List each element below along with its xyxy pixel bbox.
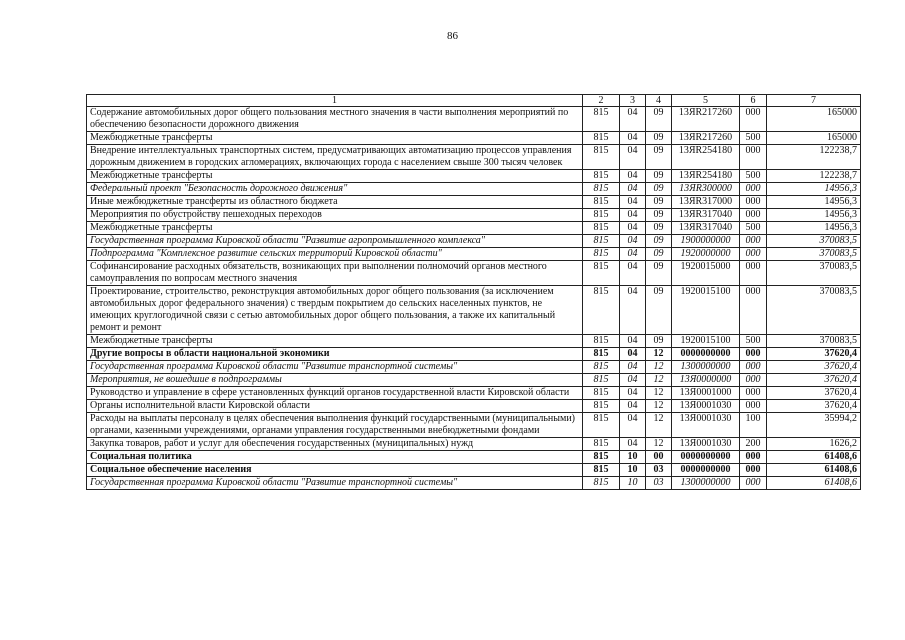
subsection-code: 09 bbox=[646, 261, 672, 286]
ministry-code: 815 bbox=[583, 261, 620, 286]
target-article-code: 0000000000 bbox=[672, 348, 740, 361]
header-cell: 4 bbox=[646, 95, 672, 107]
section-code: 04 bbox=[620, 170, 646, 183]
row-description: Социальное обеспечение населения bbox=[87, 464, 583, 477]
subsection-code: 09 bbox=[646, 196, 672, 209]
ministry-code: 815 bbox=[583, 464, 620, 477]
section-code: 10 bbox=[620, 477, 646, 490]
ministry-code: 815 bbox=[583, 248, 620, 261]
expense-type-code: 000 bbox=[740, 183, 767, 196]
header-cell: 1 bbox=[87, 95, 583, 107]
ministry-code: 815 bbox=[583, 145, 620, 170]
table-row bbox=[87, 438, 861, 451]
subsection-code: 09 bbox=[646, 170, 672, 183]
section-code: 04 bbox=[620, 335, 646, 348]
expense-type-code: 000 bbox=[740, 361, 767, 374]
target-article-code: 0000000000 bbox=[672, 451, 740, 464]
table-row bbox=[87, 209, 861, 222]
subsection-code: 09 bbox=[646, 235, 672, 248]
section-code: 04 bbox=[620, 235, 646, 248]
row-description: Внедрение интеллектуальных транспортных систем, предусматривающих автоматизацию процессов управления дорожным движением в городских агломерациях, включающих города с населением свыше 300 тысяч человек bbox=[87, 145, 583, 170]
expense-type-code: 500 bbox=[740, 170, 767, 183]
table-row bbox=[87, 248, 861, 261]
section-code: 04 bbox=[620, 348, 646, 361]
section-code: 04 bbox=[620, 107, 646, 132]
target-article-code: 13Я0000000 bbox=[672, 374, 740, 387]
table-row bbox=[87, 348, 861, 361]
table-row bbox=[87, 477, 861, 490]
expense-type-code: 500 bbox=[740, 132, 767, 145]
expense-type-code: 000 bbox=[740, 477, 767, 490]
row-description: Иные межбюджетные трансферты из областного бюджета bbox=[87, 196, 583, 209]
expense-type-code: 000 bbox=[740, 387, 767, 400]
amount: 37620,4 bbox=[767, 374, 861, 387]
target-article-code: 1920015100 bbox=[672, 286, 740, 335]
section-code: 04 bbox=[620, 286, 646, 335]
row-description: Федеральный проект "Безопасность дорожного движения" bbox=[87, 183, 583, 196]
ministry-code: 815 bbox=[583, 209, 620, 222]
ministry-code: 815 bbox=[583, 222, 620, 235]
amount: 37620,4 bbox=[767, 361, 861, 374]
amount: 37620,4 bbox=[767, 387, 861, 400]
row-description: Руководство и управление в сфере установленных функций органов государственной власти Кировской области bbox=[87, 387, 583, 400]
table-row bbox=[87, 413, 861, 438]
section-code: 04 bbox=[620, 361, 646, 374]
ministry-code: 815 bbox=[583, 235, 620, 248]
row-description: Другие вопросы в области национальной экономики bbox=[87, 348, 583, 361]
subsection-code: 09 bbox=[646, 145, 672, 170]
subsection-code: 12 bbox=[646, 400, 672, 413]
expense-type-code: 500 bbox=[740, 335, 767, 348]
subsection-code: 09 bbox=[646, 183, 672, 196]
row-description: Межбюджетные трансферты bbox=[87, 222, 583, 235]
expense-type-code: 000 bbox=[740, 248, 767, 261]
header-cell: 7 bbox=[767, 95, 861, 107]
subsection-code: 03 bbox=[646, 477, 672, 490]
expense-type-code: 000 bbox=[740, 374, 767, 387]
row-description: Государственная программа Кировской области "Развитие транспортной системы" bbox=[87, 361, 583, 374]
table-row bbox=[87, 387, 861, 400]
ministry-code: 815 bbox=[583, 400, 620, 413]
ministry-code: 815 bbox=[583, 107, 620, 132]
target-article-code: 13ЯR317000 bbox=[672, 196, 740, 209]
target-article-code: 1920015000 bbox=[672, 261, 740, 286]
row-description: Расходы на выплаты персоналу в целях обеспечения выполнения функций государственными (муниципальными) органами, казенными учреждениями, органами управления государственными внебюджетными фондами bbox=[87, 413, 583, 438]
table-row bbox=[87, 222, 861, 235]
ministry-code: 815 bbox=[583, 348, 620, 361]
subsection-code: 12 bbox=[646, 387, 672, 400]
ministry-code: 815 bbox=[583, 374, 620, 387]
row-description: Софинансирование расходных обязательств, возникающих при выполнении полномочий органов местного самоуправления по вопросам местного значения bbox=[87, 261, 583, 286]
section-code: 10 bbox=[620, 451, 646, 464]
ministry-code: 815 bbox=[583, 387, 620, 400]
row-description: Межбюджетные трансферты bbox=[87, 170, 583, 183]
amount: 370083,5 bbox=[767, 261, 861, 286]
amount: 1626,2 bbox=[767, 438, 861, 451]
amount: 37620,4 bbox=[767, 348, 861, 361]
expense-type-code: 000 bbox=[740, 196, 767, 209]
expense-type-code: 000 bbox=[740, 235, 767, 248]
expense-type-code: 000 bbox=[740, 400, 767, 413]
table-row bbox=[87, 451, 861, 464]
ministry-code: 815 bbox=[583, 361, 620, 374]
table-row bbox=[87, 286, 861, 335]
amount: 14956,3 bbox=[767, 222, 861, 235]
section-code: 04 bbox=[620, 183, 646, 196]
expense-type-code: 000 bbox=[740, 348, 767, 361]
ministry-code: 815 bbox=[583, 183, 620, 196]
amount: 35994,2 bbox=[767, 413, 861, 438]
expense-type-code: 100 bbox=[740, 413, 767, 438]
subsection-code: 12 bbox=[646, 374, 672, 387]
table-row bbox=[87, 235, 861, 248]
table-row bbox=[87, 145, 861, 170]
row-description: Социальная политика bbox=[87, 451, 583, 464]
ministry-code: 815 bbox=[583, 451, 620, 464]
table-row bbox=[87, 361, 861, 374]
row-description: Органы исполнительной власти Кировской области bbox=[87, 400, 583, 413]
subsection-code: 09 bbox=[646, 209, 672, 222]
table-row bbox=[87, 196, 861, 209]
expense-type-code: 000 bbox=[740, 286, 767, 335]
amount: 370083,5 bbox=[767, 335, 861, 348]
table-row bbox=[87, 261, 861, 286]
section-code: 04 bbox=[620, 196, 646, 209]
table-row bbox=[87, 374, 861, 387]
table-row bbox=[87, 170, 861, 183]
section-code: 04 bbox=[620, 400, 646, 413]
section-code: 04 bbox=[620, 261, 646, 286]
subsection-code: 09 bbox=[646, 335, 672, 348]
subsection-code: 09 bbox=[646, 286, 672, 335]
amount: 165000 bbox=[767, 132, 861, 145]
subsection-code: 09 bbox=[646, 222, 672, 235]
target-article-code: 13ЯR254180 bbox=[672, 145, 740, 170]
expense-type-code: 000 bbox=[740, 451, 767, 464]
expense-type-code: 000 bbox=[740, 107, 767, 132]
section-code: 04 bbox=[620, 145, 646, 170]
target-article-code: 1900000000 bbox=[672, 235, 740, 248]
row-description: Государственная программа Кировской области "Развитие агропромышленного комплекса" bbox=[87, 235, 583, 248]
target-article-code: 13Я0001030 bbox=[672, 413, 740, 438]
amount: 165000 bbox=[767, 107, 861, 132]
row-description: Межбюджетные трансферты bbox=[87, 132, 583, 145]
header-cell: 2 bbox=[583, 95, 620, 107]
target-article-code: 1300000000 bbox=[672, 477, 740, 490]
expense-type-code: 000 bbox=[740, 261, 767, 286]
header-cell: 5 bbox=[672, 95, 740, 107]
amount: 370083,5 bbox=[767, 235, 861, 248]
target-article-code: 13ЯR217260 bbox=[672, 107, 740, 132]
table-row bbox=[87, 335, 861, 348]
section-code: 04 bbox=[620, 132, 646, 145]
subsection-code: 12 bbox=[646, 413, 672, 438]
header-cell: 6 bbox=[740, 95, 767, 107]
row-description: Мероприятия, не вошедшие в подпрограммы bbox=[87, 374, 583, 387]
amount: 122238,7 bbox=[767, 145, 861, 170]
header-row bbox=[87, 95, 861, 107]
subsection-code: 09 bbox=[646, 132, 672, 145]
amount: 61408,6 bbox=[767, 477, 861, 490]
amount: 61408,6 bbox=[767, 451, 861, 464]
section-code: 04 bbox=[620, 413, 646, 438]
target-article-code: 13Я0001030 bbox=[672, 400, 740, 413]
row-description: Проектирование, строительство, реконструкция автомобильных дорог общего пользования (за исключением автомобильных дорог федерального значения) с твердым покрытием до сельских населенных пунктов, не имеющих круглогодичной связи с сетью автомобильных дорог общего пользования, а также их капитальный ремонт и ремонт bbox=[87, 286, 583, 335]
section-code: 04 bbox=[620, 222, 646, 235]
expense-type-code: 000 bbox=[740, 209, 767, 222]
target-article-code: 13ЯR300000 bbox=[672, 183, 740, 196]
target-article-code: 13ЯR217260 bbox=[672, 132, 740, 145]
section-code: 04 bbox=[620, 374, 646, 387]
table-body bbox=[87, 107, 861, 490]
section-code: 04 bbox=[620, 387, 646, 400]
expense-type-code: 000 bbox=[740, 464, 767, 477]
section-code: 04 bbox=[620, 209, 646, 222]
row-description: Мероприятия по обустройству пешеходных переходов bbox=[87, 209, 583, 222]
expense-type-code: 500 bbox=[740, 222, 767, 235]
row-description: Межбюджетные трансферты bbox=[87, 335, 583, 348]
ministry-code: 815 bbox=[583, 477, 620, 490]
row-description: Закупка товаров, работ и услуг для обеспечения государственных (муниципальных) нужд bbox=[87, 438, 583, 451]
row-description: Государственная программа Кировской области "Развитие транспортной системы" bbox=[87, 477, 583, 490]
target-article-code: 13ЯR317040 bbox=[672, 209, 740, 222]
table-row bbox=[87, 132, 861, 145]
amount: 14956,3 bbox=[767, 209, 861, 222]
subsection-code: 09 bbox=[646, 107, 672, 132]
amount: 14956,3 bbox=[767, 183, 861, 196]
table-row bbox=[87, 400, 861, 413]
row-description: Содержание автомобильных дорог общего пользования местного значения в части выполнения мероприятий по обеспечению безопасности дорожного движения bbox=[87, 107, 583, 132]
amount: 14956,3 bbox=[767, 196, 861, 209]
section-code: 04 bbox=[620, 438, 646, 451]
expense-type-code: 200 bbox=[740, 438, 767, 451]
subsection-code: 00 bbox=[646, 451, 672, 464]
amount: 370083,5 bbox=[767, 248, 861, 261]
table-row bbox=[87, 107, 861, 132]
amount: 370083,5 bbox=[767, 286, 861, 335]
page-number: 86 bbox=[447, 30, 458, 42]
target-article-code: 13ЯR317040 bbox=[672, 222, 740, 235]
header-cell: 3 bbox=[620, 95, 646, 107]
target-article-code: 13Я0001030 bbox=[672, 438, 740, 451]
target-article-code: 0000000000 bbox=[672, 464, 740, 477]
ministry-code: 815 bbox=[583, 286, 620, 335]
subsection-code: 09 bbox=[646, 248, 672, 261]
expense-type-code: 000 bbox=[740, 145, 767, 170]
target-article-code: 13Я0001000 bbox=[672, 387, 740, 400]
table-row bbox=[87, 464, 861, 477]
table-row bbox=[87, 183, 861, 196]
ministry-code: 815 bbox=[583, 335, 620, 348]
ministry-code: 815 bbox=[583, 132, 620, 145]
section-code: 10 bbox=[620, 464, 646, 477]
amount: 61408,6 bbox=[767, 464, 861, 477]
target-article-code: 1920015100 bbox=[672, 335, 740, 348]
subsection-code: 03 bbox=[646, 464, 672, 477]
budget-table bbox=[86, 94, 861, 490]
subsection-code: 12 bbox=[646, 438, 672, 451]
subsection-code: 12 bbox=[646, 348, 672, 361]
target-article-code: 13ЯR254180 bbox=[672, 170, 740, 183]
ministry-code: 815 bbox=[583, 413, 620, 438]
target-article-code: 1920000000 bbox=[672, 248, 740, 261]
row-description: Подпрограмма "Комплексное развитие сельских территорий Кировской области" bbox=[87, 248, 583, 261]
ministry-code: 815 bbox=[583, 170, 620, 183]
section-code: 04 bbox=[620, 248, 646, 261]
amount: 122238,7 bbox=[767, 170, 861, 183]
amount: 37620,4 bbox=[767, 400, 861, 413]
subsection-code: 12 bbox=[646, 361, 672, 374]
ministry-code: 815 bbox=[583, 196, 620, 209]
ministry-code: 815 bbox=[583, 438, 620, 451]
target-article-code: 1300000000 bbox=[672, 361, 740, 374]
